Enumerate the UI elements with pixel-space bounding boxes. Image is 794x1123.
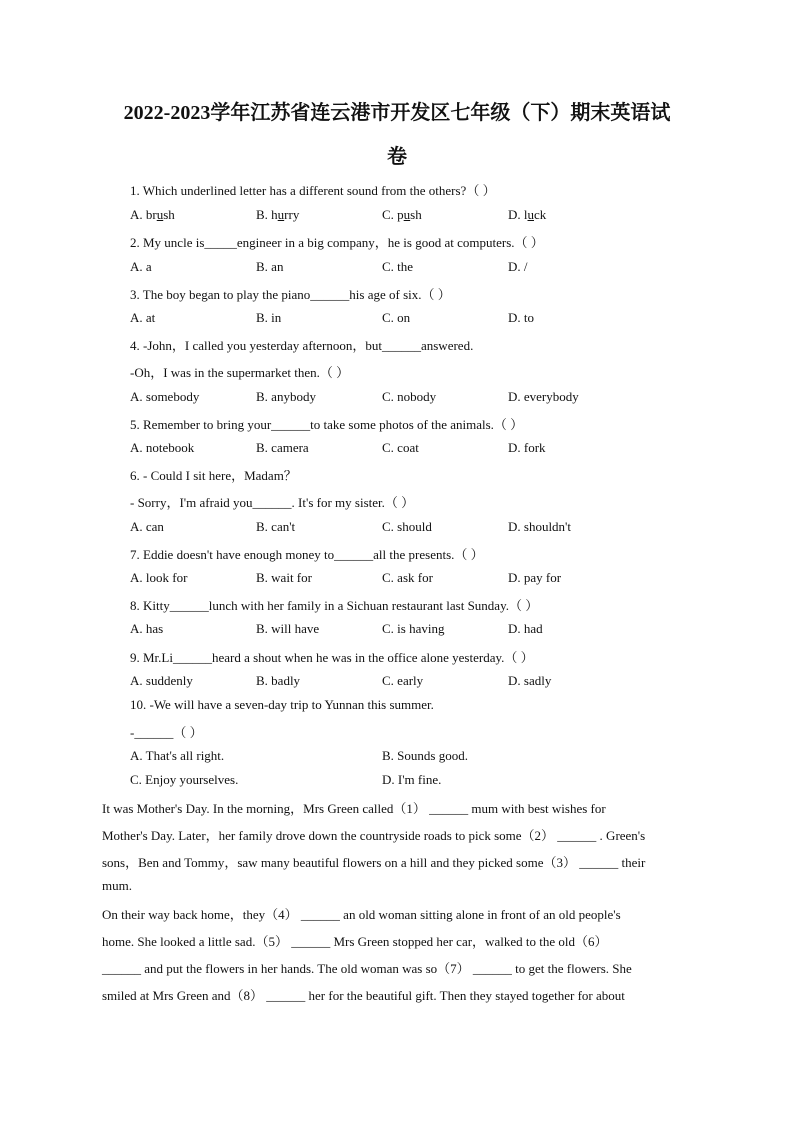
question-5-option-b: B. camera (256, 440, 309, 455)
question-10-option-a: A. That's all right. (130, 748, 225, 763)
question-2-option-d: D. / (508, 259, 528, 274)
underlined-letter: u (403, 207, 411, 222)
passage-line: mum. (102, 878, 132, 893)
question-7-option-b: B. wait for (256, 570, 312, 585)
question-7-stem: 7. Eddie doesn't have enough money to______all the presents.（ ） (130, 547, 484, 562)
question-8-option-d: D. had (508, 621, 543, 636)
question-1-stem: 1. Which underlined letter has a different sound from the others?（ ） (130, 183, 496, 198)
option-text: rry (284, 207, 300, 222)
option-text: A. br (130, 207, 157, 222)
question-4-stem-reply: -Oh，I was in the supermarket then.（ ） (130, 365, 350, 380)
question-6-stem: 6. - Could I sit here，Madam？ (130, 468, 297, 483)
question-1-option-b (256, 207, 299, 223)
option-text: ck (534, 207, 547, 222)
question-9-option-b: B. badly (256, 673, 301, 688)
question-9-stem: 9. Mr.Li______heard a shout when he was in the office alone yesterday.（ ） (130, 650, 534, 665)
option-text: sh (163, 207, 175, 222)
underlined-letter: u (277, 207, 285, 222)
document-title-line2: 卷 (387, 146, 407, 168)
question-3-option-d: D. to (508, 310, 534, 325)
question-8-option-a: A. has (130, 621, 164, 636)
question-10-stem: 10. -We will have a seven-day trip to Yunnan this summer. (130, 697, 434, 712)
question-8-option-b: B. will have (256, 621, 320, 636)
question-4-option-c: C. nobody (382, 389, 437, 404)
question-6-option-a: A. can (130, 519, 164, 534)
question-10-option-d: D. I'm fine. (382, 772, 442, 787)
question-10-option-c: C. Enjoy yourselves. (130, 772, 239, 787)
option-text: B. h (256, 207, 278, 222)
question-3-option-b: B. in (256, 310, 282, 325)
question-8-stem: 8. Kitty______lunch with her family in a Sichuan restaurant last Sunday.（ ） (130, 598, 539, 613)
question-7-option-a: A. look for (130, 570, 188, 585)
question-7-option-d: D. pay for (508, 570, 562, 585)
question-9-option-d: D. sadly (508, 673, 552, 688)
question-5-stem: 5. Remember to bring your______to take some photos of the animals.（ ） (130, 417, 524, 432)
passage-line: ______ and put the flowers in her hands. The old woman was so（7） ______ to get the flowers. She (102, 961, 632, 976)
question-6-option-c: C. should (382, 519, 432, 534)
question-9-option-a: A. suddenly (130, 673, 193, 688)
question-6-option-b: B. can't (256, 519, 296, 534)
passage-line: home. She looked a little sad.（5） ______ Mrs Green stopped her car，walked to the old（6） (102, 934, 608, 949)
option-text: sh (410, 207, 422, 222)
question-8-option-c: C. is having (382, 621, 445, 636)
passage-line: smiled at Mrs Green and（8） ______ her for the beautiful gift. Then they stayed together for about (102, 988, 625, 1003)
question-2-stem: 2. My uncle is_____engineer in a big company，he is good at computers.（ ） (130, 235, 544, 250)
question-1-option-a (130, 207, 175, 223)
question-5-option-d: D. fork (508, 440, 546, 455)
question-3-stem: 3. The boy began to play the piano______his age of six.（ ） (130, 287, 451, 302)
question-5-option-a: A. notebook (130, 440, 195, 455)
passage-line: It was Mother's Day. In the morning，Mrs Green called（1） ______ mum with best wishes for (102, 801, 606, 816)
question-1-option-c (382, 207, 422, 223)
option-text: C. p (382, 207, 404, 222)
question-6-stem-reply: - Sorry，I'm afraid you______. It's for my sister.（ ） (130, 495, 415, 510)
question-3-option-c: C. on (382, 310, 411, 325)
question-6-option-d: D. shouldn't (508, 519, 572, 534)
question-3-option-a: A. at (130, 310, 156, 325)
question-4-stem: 4. -John，I called you yesterday afternoon，but______answered. (130, 338, 474, 353)
question-10-option-b: B. Sounds good. (382, 748, 468, 763)
question-7-option-c: C. ask for (382, 570, 433, 585)
question-2-option-c: C. the (382, 259, 414, 274)
question-10-stem-reply: -______（ ） (130, 725, 203, 740)
question-9-option-c: C. early (382, 673, 424, 688)
document-title-line1: 2022-2023学年江苏省连云港市开发区七年级（下）期末英语试 (123, 102, 671, 124)
question-2-option-b: B. an (256, 259, 284, 274)
question-5-option-c: C. coat (382, 440, 419, 455)
passage-line: On their way back home，they（4） ______ an old woman sitting alone in front of an old people's (102, 907, 621, 922)
passage-line: sons，Ben and Tommy，saw many beautiful flowers on a hill and they picked some（3） ______ their (102, 855, 646, 870)
underlined-letter: u (156, 207, 164, 222)
question-4-option-d: D. everybody (508, 389, 579, 404)
question-2-option-a: A. a (130, 259, 152, 274)
question-4-option-a: A. somebody (130, 389, 200, 404)
question-4-option-b: B. anybody (256, 389, 316, 404)
question-1-option-d (508, 207, 546, 223)
underlined-letter: u (527, 207, 534, 222)
passage-line: Mother's Day. Later，her family drove down the countryside roads to pick some（2） ______ . Green's (102, 828, 646, 843)
option-text: D. l (508, 207, 528, 222)
